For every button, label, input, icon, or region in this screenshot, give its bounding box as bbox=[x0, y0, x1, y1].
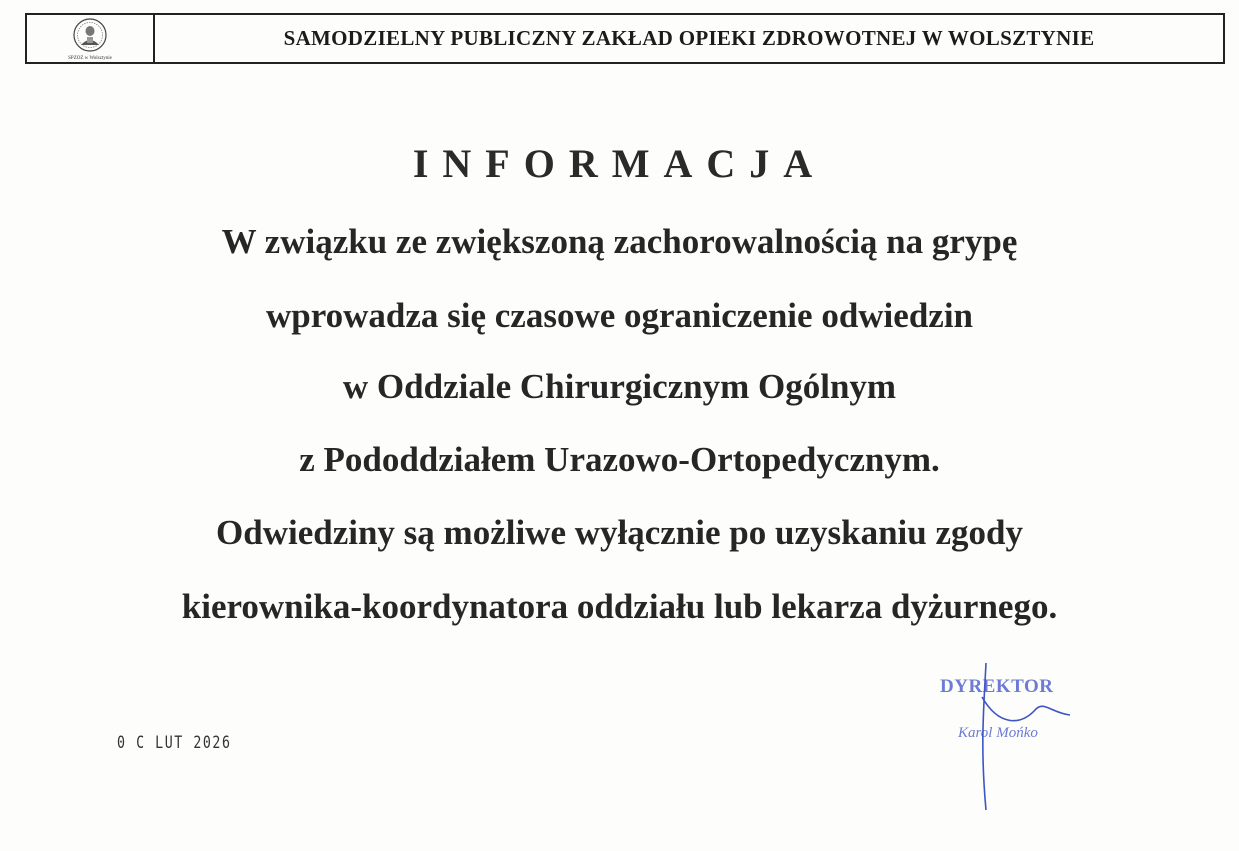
director-stamp-title: DYREKTOR bbox=[940, 676, 1054, 697]
date-stamp: 0 C LUT 2026 bbox=[117, 733, 232, 753]
notice-line: kierownika-koordynatora oddziału lub lekarza dyżurnego. bbox=[181, 587, 1058, 626]
hospital-logo-icon bbox=[70, 17, 110, 55]
notice-line: w Oddziale Chirurgicznym Ogólnym bbox=[342, 367, 897, 406]
notice-line: z Pododdziałem Urazowo-Ortopedycznym. bbox=[299, 440, 940, 479]
notice-line: wprowadza się czasowe ograniczenie odwiedzin bbox=[265, 296, 974, 335]
notice-line: W związku ze zwiększoną zachorowalnością na grypę bbox=[221, 222, 1018, 261]
notice-line: Odwiedziny są możliwe wyłącznie po uzyskaniu zgody bbox=[216, 513, 1023, 552]
signature-icon bbox=[940, 655, 1080, 815]
director-stamp-name: Karol Mońko bbox=[958, 725, 1038, 741]
logo-caption: SPZOZ w Wolsztynie bbox=[68, 55, 112, 61]
logo-cell bbox=[27, 15, 155, 62]
letterhead bbox=[25, 13, 1225, 64]
institution-name: SAMODZIELNY PUBLICZNY ZAKŁAD OPIEKI ZDROWOTNEJ W WOLSZTYNIE bbox=[283, 26, 1095, 50]
notice-title: INFORMACJA bbox=[412, 141, 827, 186]
